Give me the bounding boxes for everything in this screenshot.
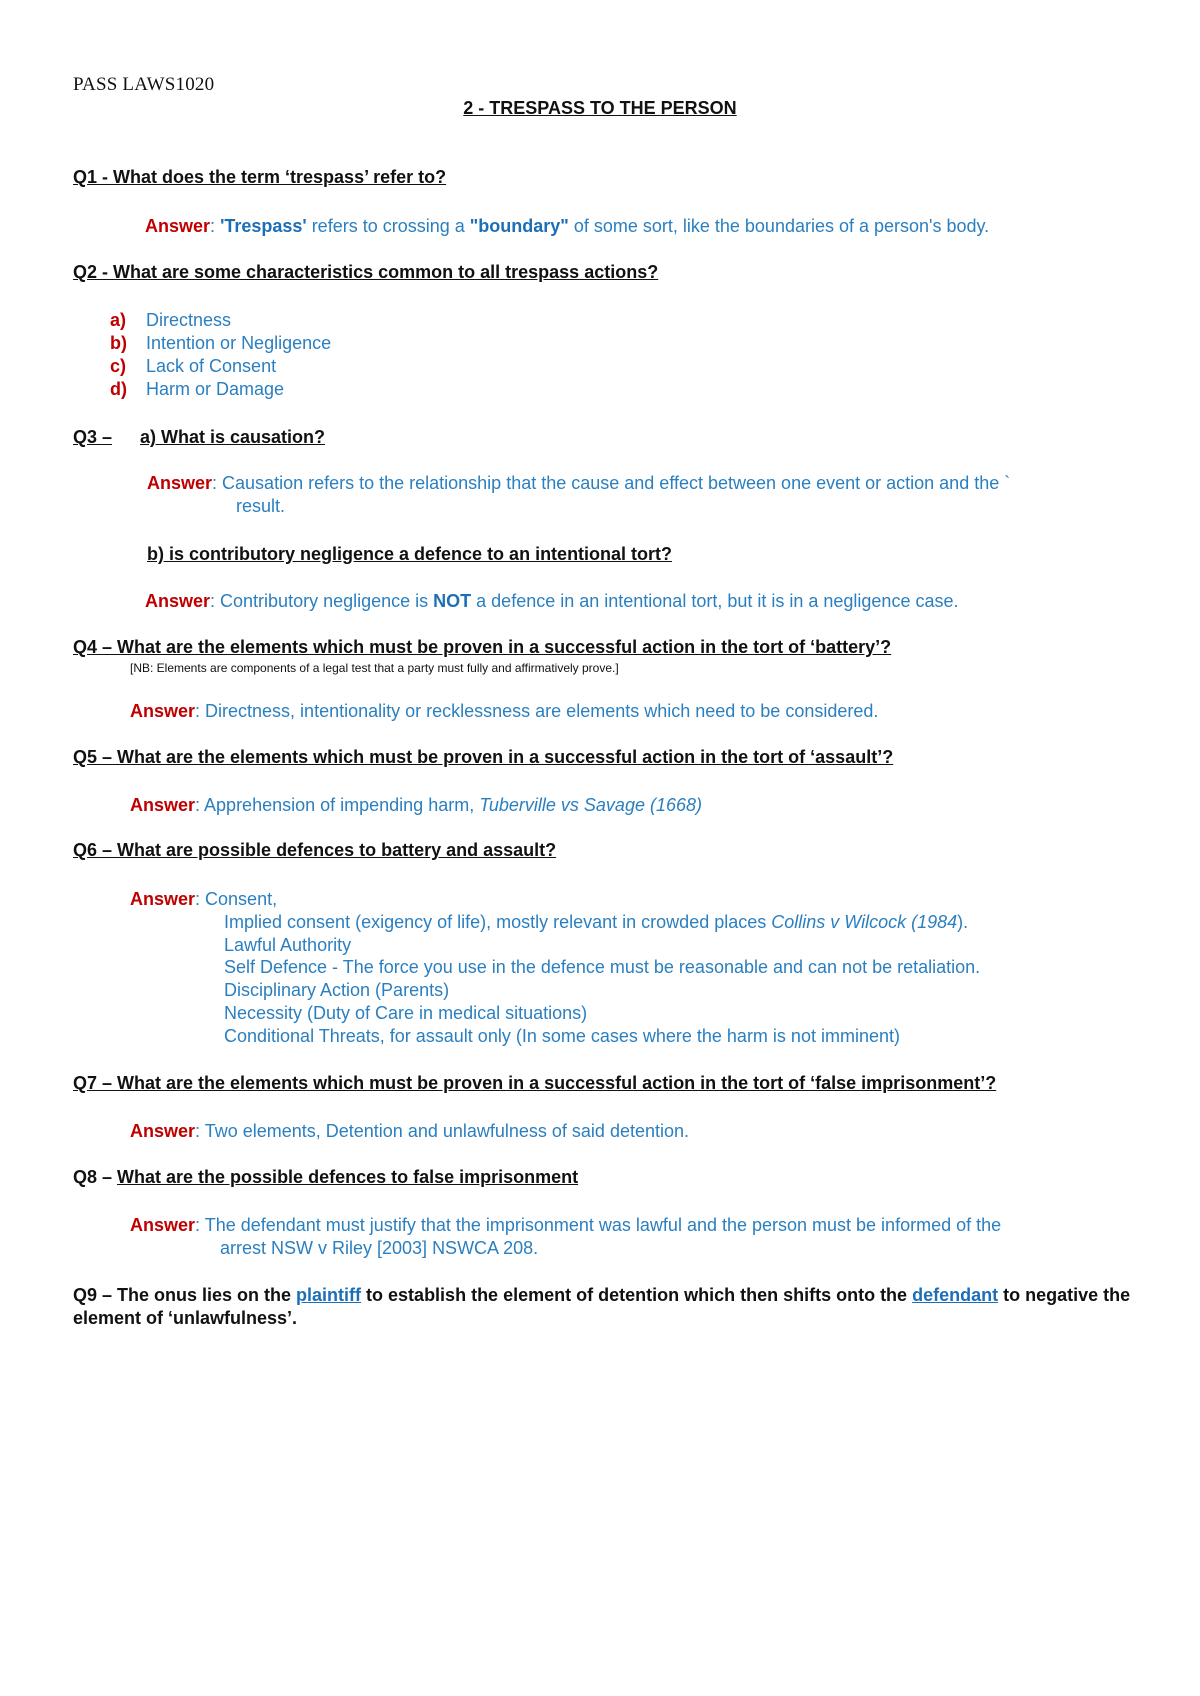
- question-3a: a) What is causation?: [140, 427, 326, 447]
- question-3b: b) is contributory negligence a defence to an intentional tort?: [147, 544, 673, 564]
- list-item: b) Intention or Negligence: [110, 333, 332, 353]
- question-7: Q7 – What are the elements which must be proven in a successful action in the tort of ‘false imprisonment’?: [73, 1073, 997, 1093]
- answer-6-line: Disciplinary Action (Parents): [224, 980, 450, 1000]
- course-header: PASS LAWS1020: [73, 74, 215, 95]
- answer-label: Answer: [130, 701, 196, 721]
- question-4: Q4 – What are the elements which must be proven in a successful action in the tort of ‘battery’?: [73, 637, 892, 657]
- question-9: Q9 – The onus lies on the plaintiff to establish the element of detention which then shifts onto the defendant to negative the element of ‘unlawfulness’.: [73, 1285, 1131, 1328]
- answer-3b: Answer: Contributory negligence is NOT a defence in an intentional tort, but it is in a negligence case.: [145, 591, 959, 611]
- question-4-note: [NB: Elements are components of a legal test that a party must fully and affirmatively prove.]: [130, 661, 619, 675]
- answer-6-line: Implied consent (exigency of life), mostly relevant in crowded places Collins v Wilcock (1984).: [224, 912, 969, 932]
- answer-8: Answer: The defendant must justify that the imprisonment was lawful and the person must be informed of the: [130, 1215, 1002, 1235]
- answer-8-continued: arrest NSW v Riley [2003] NSWCA 208.: [220, 1238, 539, 1258]
- question-3-label: Q3 –: [73, 427, 113, 447]
- question-1: Q1 - What does the term ‘trespass’ refer to?: [73, 167, 447, 187]
- defendant-link[interactable]: defendant: [912, 1285, 999, 1305]
- question-8: Q8 – What are the possible defences to false imprisonment: [73, 1167, 579, 1187]
- answer-3a-continued: result.: [236, 496, 286, 516]
- answer-label: Answer: [130, 889, 196, 909]
- answer-6-line: Necessity (Duty of Care in medical situations): [224, 1003, 588, 1023]
- plaintiff-link[interactable]: plaintiff: [296, 1285, 362, 1305]
- answer-6-line: Self Defence - The force you use in the defence must be reasonable and can not be retaliation.: [224, 957, 981, 977]
- answer-6-line: Lawful Authority: [224, 935, 352, 955]
- answer-5: Answer: Apprehension of impending harm, Tuberville vs Savage (1668): [130, 795, 702, 815]
- list-item: a) Directness: [110, 310, 232, 330]
- answer-7: Answer: Two elements, Detention and unlawfulness of said detention.: [130, 1121, 690, 1141]
- answer-label: Answer: [147, 473, 213, 493]
- question-5: Q5 – What are the elements which must be proven in a successful action in the tort of ‘assault’?: [73, 747, 894, 767]
- page-title: 2 - TRESPASS TO THE PERSON: [463, 98, 737, 118]
- list-item: d) Harm or Damage: [110, 379, 285, 399]
- answer-6-line: Conditional Threats, for assault only (In some cases where the harm is not imminent): [224, 1026, 900, 1046]
- answer-label: Answer: [145, 591, 211, 611]
- answer-6: Answer: Consent,: [130, 889, 278, 909]
- answer-label: Answer: [130, 1215, 196, 1235]
- answer-label: Answer: [130, 1121, 196, 1141]
- answer-label: Answer: [130, 795, 196, 815]
- answer-4: Answer: Directness, intentionality or recklessness are elements which need to be considered.: [130, 701, 879, 721]
- list-item: c) Lack of Consent: [110, 356, 277, 376]
- answer-1: Answer: 'Trespass' refers to crossing a "boundary" of some sort, like the boundaries of a person's body.: [145, 216, 990, 236]
- question-2: Q2 - What are some characteristics common to all trespass actions?: [73, 262, 659, 282]
- question-6: Q6 – What are possible defences to battery and assault?: [73, 840, 557, 860]
- answer-label: Answer: [145, 216, 211, 236]
- answer-3a: Answer: Causation refers to the relationship that the cause and effect between one event or action and the `: [147, 473, 1011, 493]
